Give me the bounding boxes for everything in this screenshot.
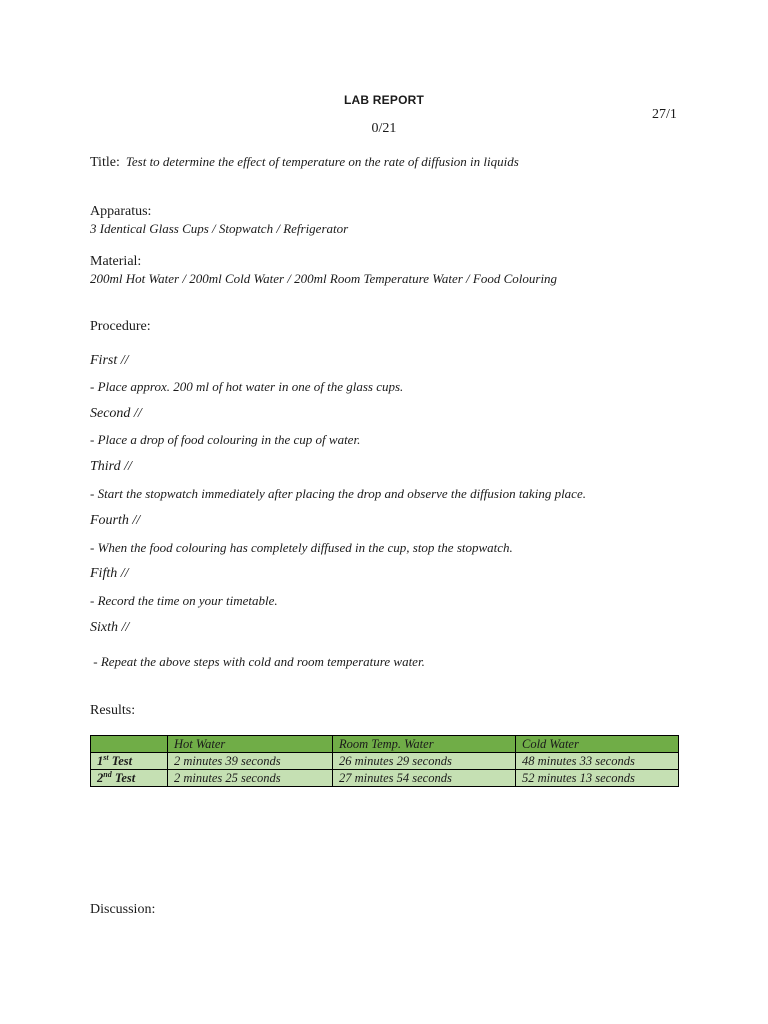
column-header: Room Temp. Water <box>333 736 516 753</box>
table-cell: 27 minutes 54 seconds <box>333 770 516 787</box>
apparatus-value: 3 Identical Glass Cups / Stopwatch / Refrigerator <box>90 221 349 236</box>
table-cell: 2 minutes 39 seconds <box>168 753 333 770</box>
results-table <box>90 735 679 787</box>
step-heading: Fifth // <box>90 566 129 581</box>
table-row <box>91 753 679 770</box>
step-heading: Sixth // <box>90 620 130 635</box>
report-title: LAB REPORT <box>344 93 424 107</box>
results-label: Results: <box>90 703 136 718</box>
step-text: - Place a drop of food colouring in the cup of water. <box>90 432 361 447</box>
table-cell: 2 minutes 25 seconds <box>168 770 333 787</box>
material-value: 200ml Hot Water / 200ml Cold Water / 200ml Room Temperature Water / Food Colouring <box>90 271 558 286</box>
step-text: - Repeat the above steps with cold and room temperature water. <box>90 654 425 669</box>
row-label: 1st Test <box>91 753 168 770</box>
step-heading: Second // <box>90 406 142 421</box>
table-cell: 26 minutes 29 seconds <box>333 753 516 770</box>
table-cell: 48 minutes 33 seconds <box>516 753 679 770</box>
column-header <box>91 736 168 753</box>
title-label: Title: <box>90 155 120 170</box>
column-header: Hot Water <box>168 736 333 753</box>
title-value: Test to determine the effect of temperature on the rate of diffusion in liquids <box>125 154 519 169</box>
step-text: - When the food colouring has completely diffused in the cup, stop the stopwatch. <box>90 540 513 555</box>
step-heading: Third // <box>90 459 132 474</box>
date-center: 0/21 <box>371 121 397 136</box>
material-label: Material: <box>90 254 142 269</box>
step-text: - Start the stopwatch immediately after placing the drop and observe the diffusion taking place. <box>90 486 586 501</box>
row-label: 2nd Test <box>91 770 168 787</box>
step-heading: Fourth // <box>90 513 141 528</box>
table-cell: 52 minutes 13 seconds <box>516 770 679 787</box>
apparatus-label: Apparatus: <box>90 204 152 219</box>
date-right: 27/1 <box>652 107 677 122</box>
table-row <box>91 770 679 787</box>
step-text: - Record the time on your timetable. <box>90 593 278 608</box>
discussion-label: Discussion: <box>90 902 156 917</box>
column-header: Cold Water <box>516 736 679 753</box>
step-heading: First // <box>90 353 129 368</box>
table-header-row <box>91 736 679 753</box>
step-text: - Place approx. 200 ml of hot water in one of the glass cups. <box>90 379 404 394</box>
title-row <box>90 154 519 171</box>
procedure-label: Procedure: <box>90 319 151 334</box>
